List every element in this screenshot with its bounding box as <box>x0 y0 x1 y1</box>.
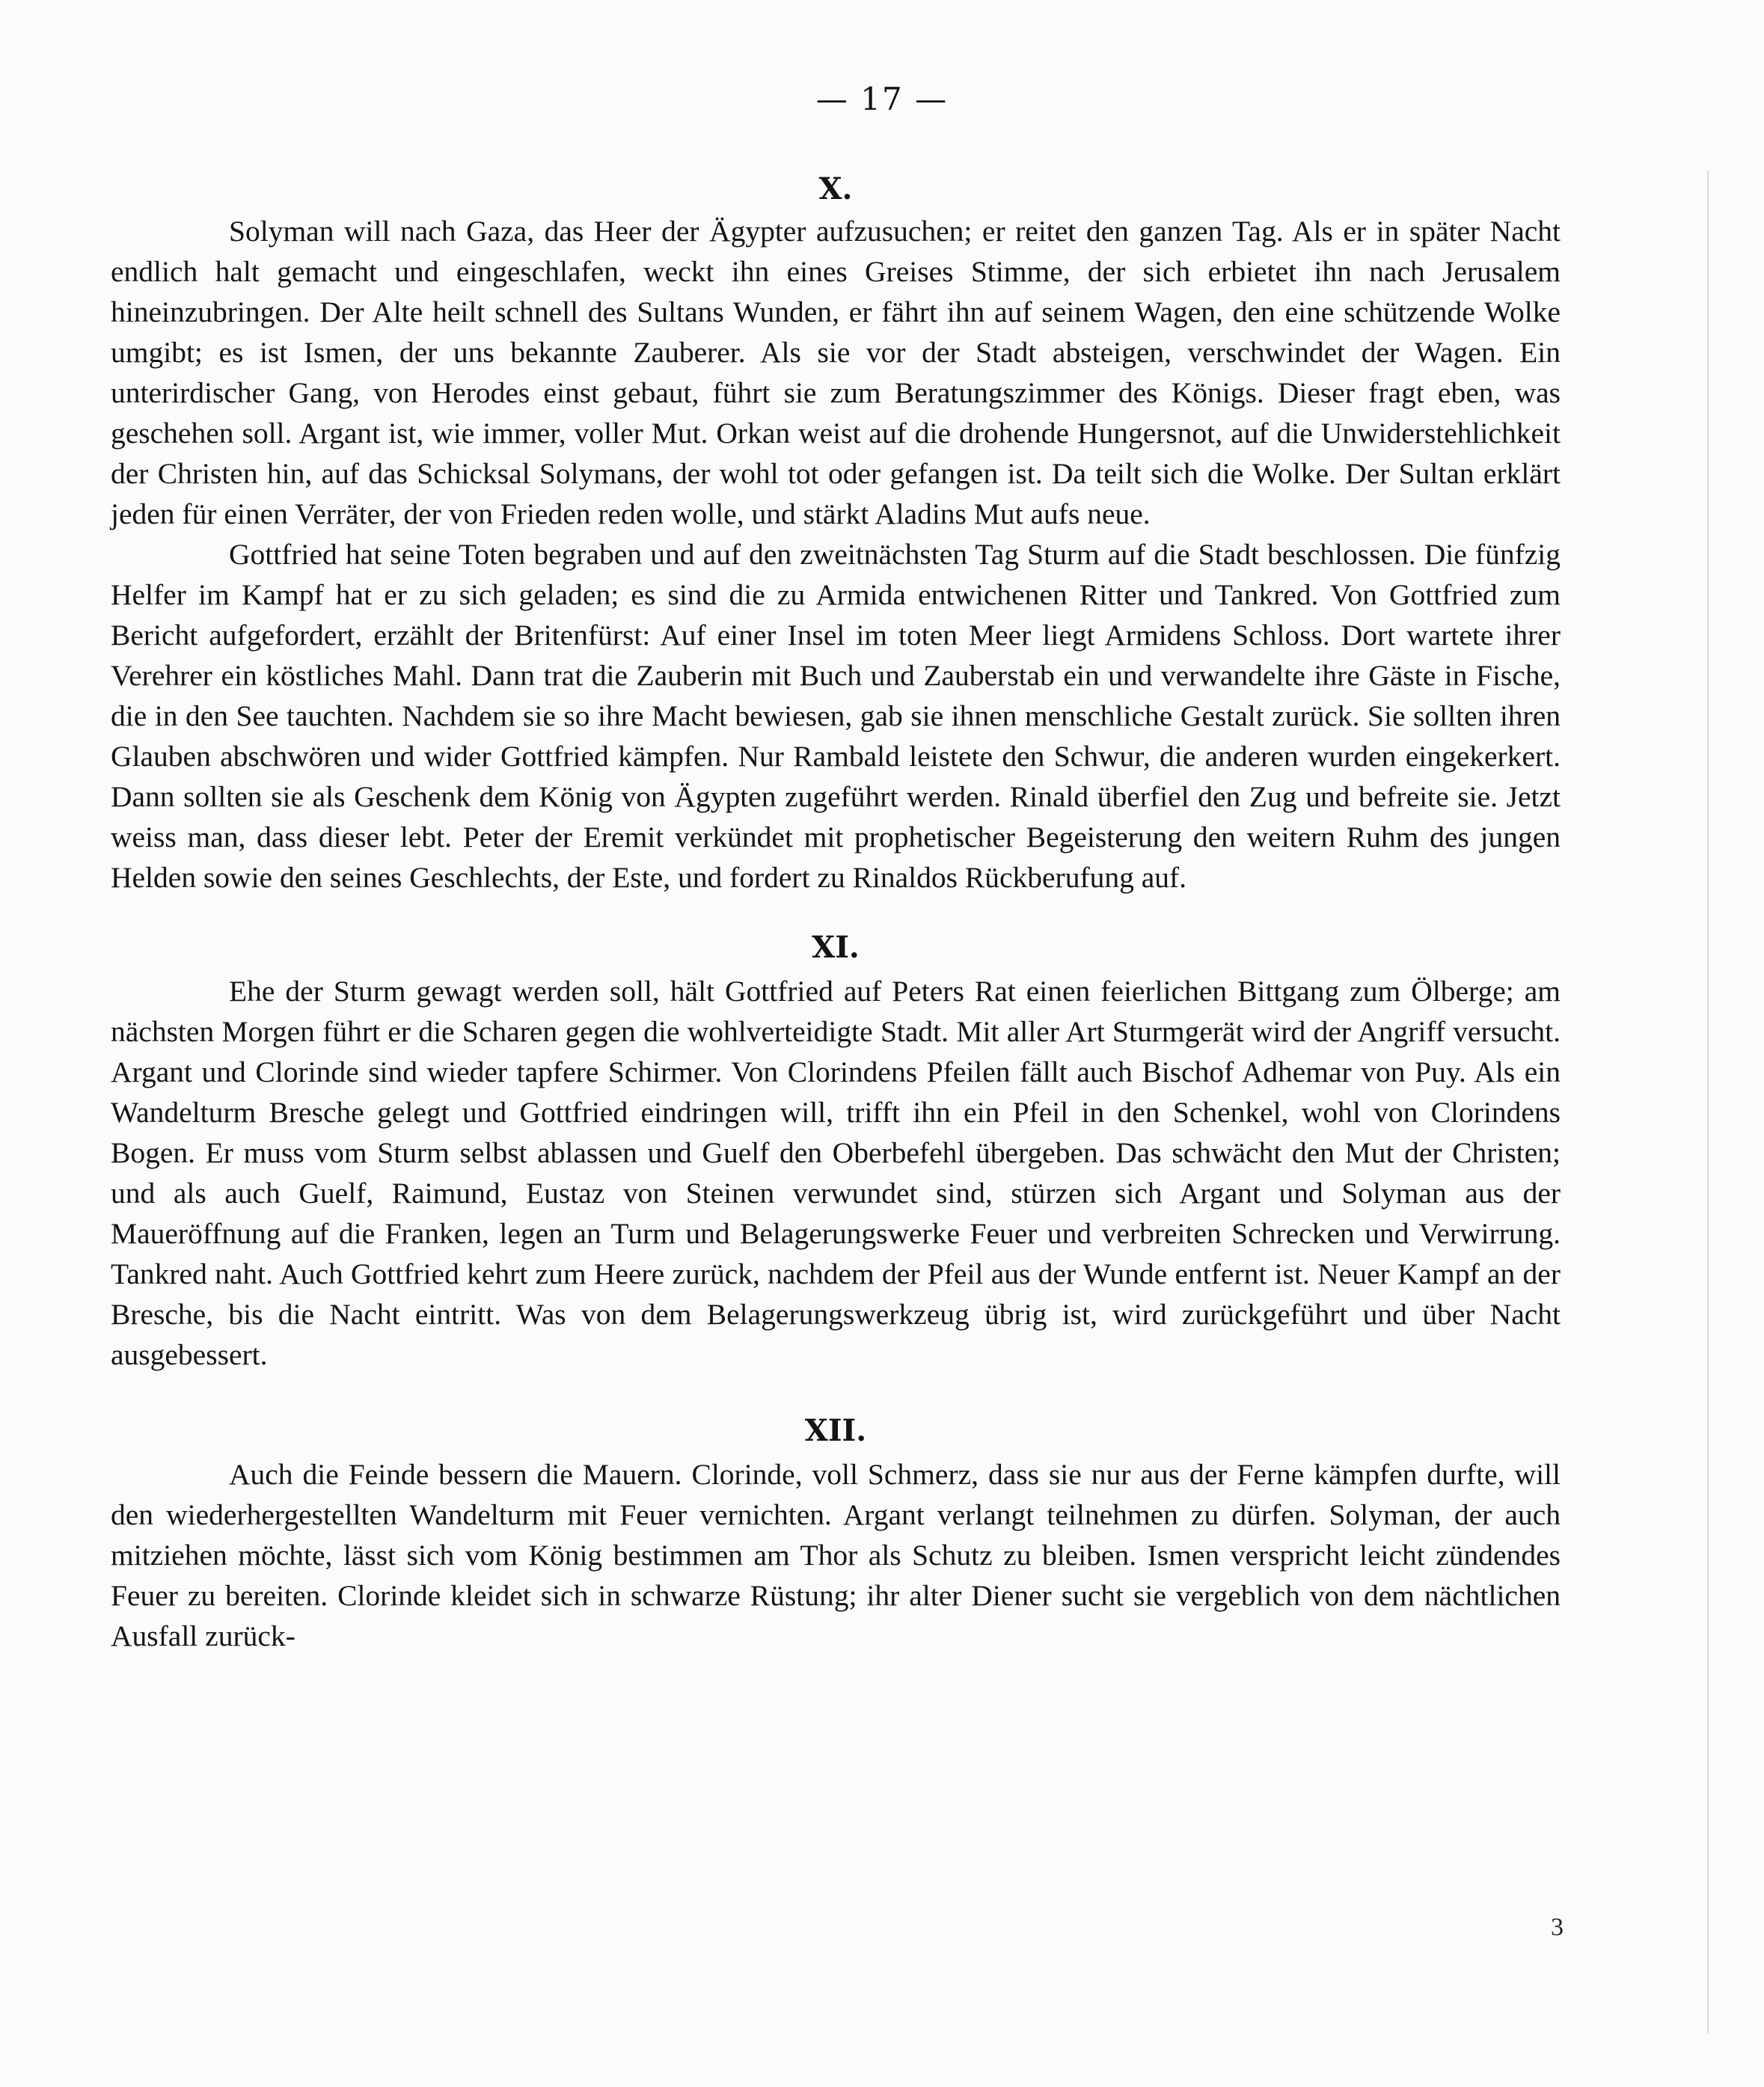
printer-signature-mark: 3 <box>1551 1913 1564 1941</box>
section-heading-xi: XI. <box>812 930 860 965</box>
page-number: — 17 — <box>815 81 949 117</box>
section-heading-xii: XII. <box>804 1413 867 1448</box>
paragraph: Solyman will nach Gaza, das Heer der Ägypter aufzusuchen; er reitet den ganzen Tag. Als er in später Nacht endlich halt gemacht und eingeschlafen, weckt ihn eines Greises Stimme, der sich erbietet ihn nach Jerusalem hineinzubringen. Der Alte heilt schnell des Sultans Wunden, er fährt ihn auf seinem Wagen, den eine schützende Wolke umgibt; es ist Ismen, der uns bekannte Zauberer. Als sie vor der Stadt absteigen, verschwindet der Wagen. Ein unterirdischer Gang, von Herodes einst gebaut, führt sie zum Beratungszimmer des Königs. Dieser fragt eben, was geschehen soll. Argant ist, wie immer, voller Mut. Orkan weist auf die drohende Hungersnot, auf die Unwiderstehlichkeit der Christen hin, auf das Schicksal Solymans, der wohl tot oder gefangen ist. Da teilt sich die Wolke. Der Sultan erklärt jeden für einen Verräter, der von Frieden reden wolle, und stärkt Aladins Mut aufs neue. <box>111 215 1561 530</box>
paragraph: Gottfried hat seine Toten begraben und auf den zweitnächsten Tag Sturm auf die Stadt beschlossen. Die fünfzig Helfer im Kampf hat er zu sich geladen; es sind die zu Armida entwichenen Ritter und Tankred. Von Gottfried zum Bericht aufgefordert, erzählt der Britenfürst: Auf einer Insel im toten Meer liegt Armidens Schloss. Dort wartete ihrer Verehrer ein köstliches Mahl. Dann trat die Zauberin mit Buch und Zauberstab ein und verwandelte ihre Gäste in Fische, die in den See tauchten. Nachdem sie so ihre Macht bewiesen, gab sie ihnen menschliche Gestalt zurück. Sie sollten ihren Glauben abschwören und wider Gottfried kämpfen. Nur Rambald leistete den Schwur, die anderen wurden eingekerkert. Dann sollten sie als Geschenk dem König von Ägypten zugeführt werden. Rinald überfiel den Zug und befreite sie. Jetzt weiss man, dass dieser lebt. Peter der Eremit verkündet mit prophetischer Begeisterung den weitern Ruhm des jungen Helden sowie den seines Geschlechts, der Este, und fordert zu Rinaldos Rückberufung auf. <box>111 538 1561 894</box>
body-text <box>111 171 1561 1656</box>
paragraph: Auch die Feinde bessern die Mauern. Clorinde, voll Schmerz, dass sie nur aus der Ferne kämpfen durfte, will den wiederhergestellten Wandelturm mit Feuer vernichten. Argant verlangt teilnehmen zu dürfen. Solyman, der auch mitziehen möchte, lässt sich vom König bestimmen am Thor als Schutz zu bleiben. Ismen verspricht leicht zündendes Feuer zu bereiten. Clorinde kleidet sich in schwarze Rüstung; ihr alter Diener sucht sie vergeblich von dem nächtlichen Ausfall zurück- <box>111 1458 1561 1652</box>
page-edge-shadow <box>1707 171 1709 2033</box>
paragraph: Ehe der Sturm gewagt werden soll, hält Gottfried auf Peters Rat einen feierlichen Bittgang zum Ölberge; am nächsten Morgen führt er die Scharen gegen die wohlverteidigte Stadt. Mit aller Art Sturmgerät wird der Angriff versucht. Argant und Clorinde sind wieder tapfere Schirmer. Von Clorindens Pfeilen fällt auch Bischof Adhemar von Puy. Als ein Wandelturm Bresche gelegt und Gottfried eindringen will, trifft ihn ein Pfeil in den Schenkel, wohl von Clorindens Bogen. Er muss vom Sturm selbst ablassen und Guelf den Oberbefehl übergeben. Das schwächt den Mut der Christen; und als auch Guelf, Raimund, Eustaz von Steinen verwundet sind, stürzen sich Argant und Solyman aus der Maueröffnung auf die Franken, legen an Turm und Belagerungswerke Feuer und verbreiten Schrecken und Verwirrung. Tankred naht. Auch Gottfried kehrt zum Heere zurück, nachdem der Pfeil aus der Wunde entfernt ist. Neuer Kampf an der Bresche, bis die Nacht eintritt. Was von dem Belagerungswerkzeug übrig ist, wird zurückgeführt und über Nacht ausgebessert. <box>111 975 1561 1371</box>
section-heading-x: X. <box>818 171 853 206</box>
